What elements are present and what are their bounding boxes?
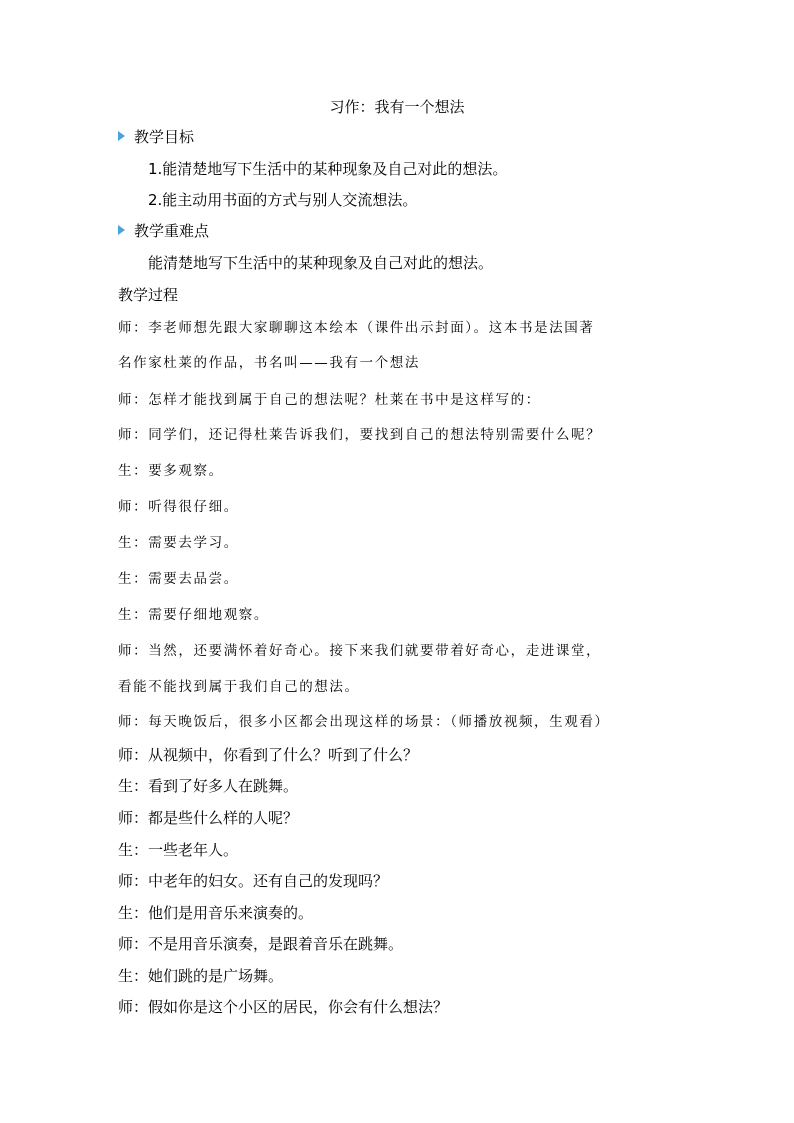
dialogue-line: 生：一些老年人。 [118,841,239,859]
section-heading-key-points [118,221,209,241]
dialogue-line: 生：他们是用音乐来演奏的。 [118,904,314,922]
dialogue-line: 师：同学们，还记得杜莱告诉我们，要找到自己的想法特别需要什么呢？ [118,427,602,443]
dialogue-line: 师：不是用音乐演奏，是跟着音乐在跳舞。 [118,935,404,953]
section-heading-label: 教学目标 [134,128,195,146]
dialogue-line: 生：要多观察。 [118,463,224,479]
section-heading-process: 教学过程 [118,286,179,304]
goal-item: 2.能主动用书面的方式与别人交流想法。 [148,191,418,209]
dialogue-line: 生：需要去学习。 [118,535,239,551]
dialogue-line: 生：看到了好多人在跳舞。 [118,777,299,795]
dialogue-line: 师：李老师想先跟大家聊聊这本绘本（课件出示封面）。这本书是法国著 [118,320,595,336]
section-heading-goals [118,127,194,147]
goal-item: 1.能清楚地写下生活中的某种现象及自己对此的想法。 [148,160,508,178]
dialogue-line: 师：怎样才能找到属于自己的想法呢？杜莱在书中是这样写的： [118,392,541,408]
dialogue-line: 生：需要去品尝。 [118,571,239,587]
triangle-bullet-icon [118,131,125,141]
document-title: 习作：我有一个想法 [329,98,465,116]
dialogue-line: 生：需要仔细地观察。 [118,607,269,623]
dialogue-line: 看能不能找到属于我们自己的想法。 [118,679,360,695]
dialogue-line: 师：假如你是这个小区的居民，你会有什么想法？ [118,998,449,1016]
dialogue-line: 名作家杜莱的作品，书名叫——我有一个想法 [118,355,420,371]
dialogue-line: 师：中老年的妇女。还有自己的发现吗？ [118,872,389,890]
triangle-bullet-icon [118,225,125,235]
dialogue-line: 生：她们跳的是广场舞。 [118,967,284,985]
dialogue-line: 师：当然，还要满怀着好奇心。接下来我们就要带着好奇心，走进课堂， [118,643,602,659]
section-heading-label: 教学重难点 [134,222,210,240]
dialogue-line: 师：从视频中，你看到了什么？听到了什么？ [118,746,419,764]
dialogue-line: 师：听得很仔细。 [118,499,239,515]
dialogue-line: 师：每天晚饭后，很多小区都会出现这样的场景：（师播放视频，生观看） [118,714,610,730]
dialogue-line: 师：都是些什么样的人呢？ [118,809,299,827]
key-points-text: 能清楚地写下生活中的某种现象及自己对此的想法。 [148,254,494,272]
